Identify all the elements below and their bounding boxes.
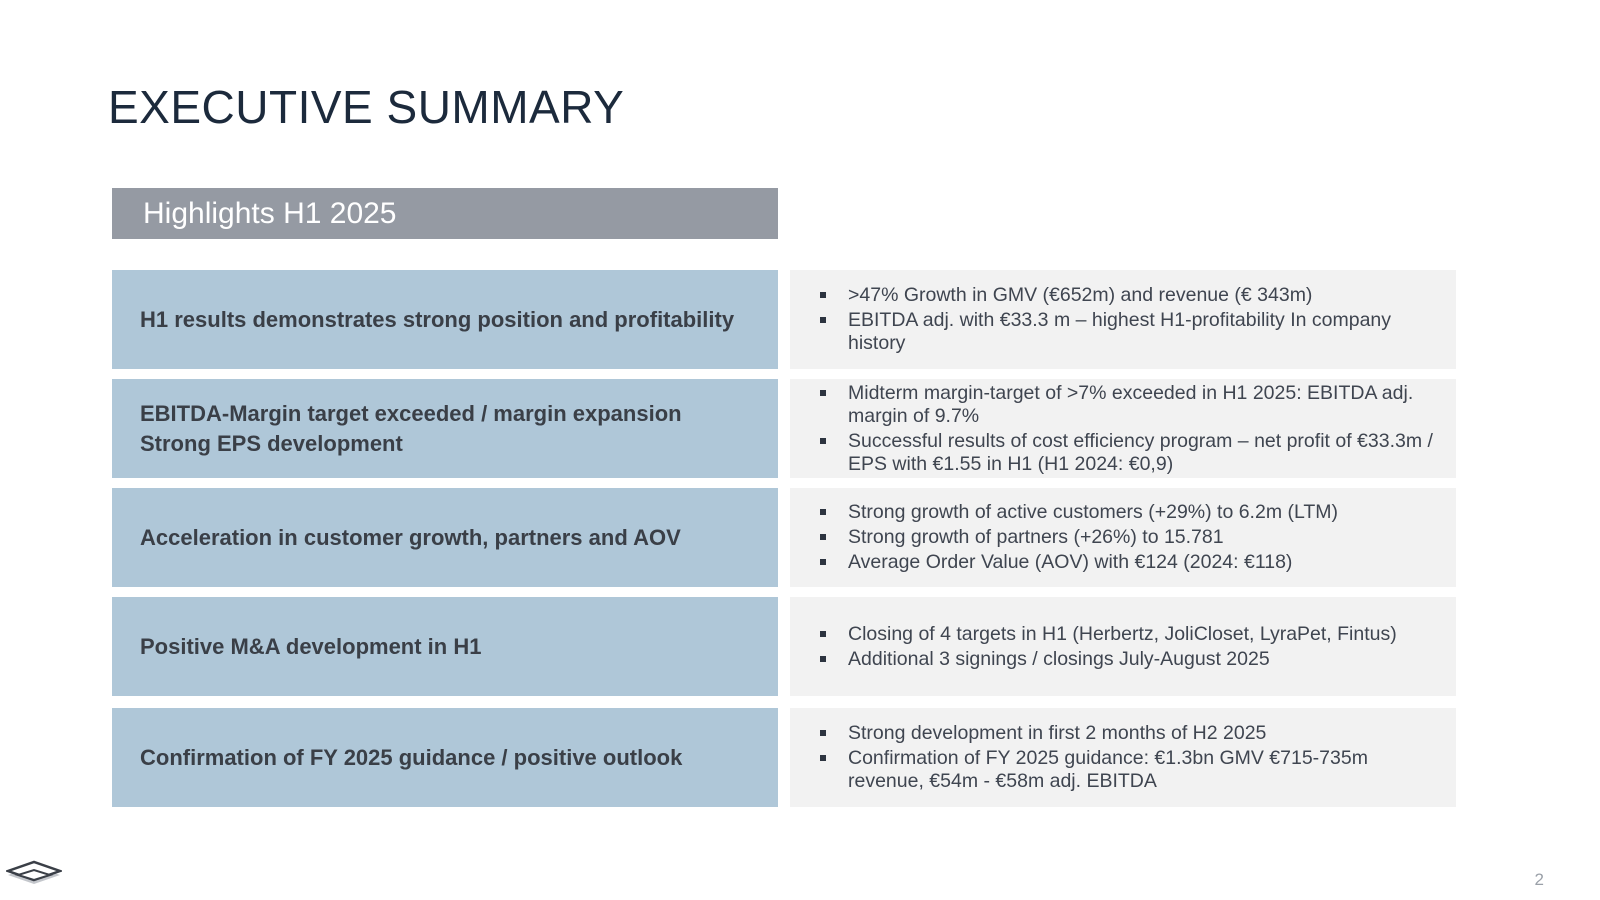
row-detail-outlook <box>790 708 1456 807</box>
bullet-icon <box>820 755 826 761</box>
section-header: Highlights H1 2025 <box>112 188 778 239</box>
row-label-outlook <box>112 708 778 807</box>
row-detail-mna <box>790 597 1456 696</box>
bullet-list <box>820 282 1446 357</box>
bullet-text: Closing of 4 targets in H1 (Herbertz, JoliCloset, LyraPet, Fintus) <box>848 622 1397 645</box>
bullet-list <box>820 621 1446 673</box>
page-title: EXECUTIVE SUMMARY <box>108 81 625 133</box>
bullet-icon <box>820 390 826 396</box>
list-item <box>820 430 1446 476</box>
bullet-text: Successful results of cost efficiency program – net profit of €33.3m / EPS with €1.55 in H1 (H1 2024: €0,9) <box>848 429 1433 475</box>
bullet-text: Strong growth of partners (+26%) to 15.781 <box>848 526 1224 548</box>
bullet-text: Additional 3 signings / closings July-August 2025 <box>848 647 1270 670</box>
bullet-text: Confirmation of FY 2025 guidance: €1.3bn GMV €715-735m revenue, €54m - €58m adj. EBITDA <box>848 747 1368 792</box>
row-label-line: Acceleration in customer growth, partners and AOV <box>140 524 681 550</box>
stacked-diamond-logo-icon <box>6 860 62 896</box>
bullet-icon <box>820 509 826 515</box>
list-item <box>820 623 1446 646</box>
list-item <box>820 284 1446 307</box>
bullet-icon <box>820 317 826 323</box>
row-label-margin <box>112 379 778 478</box>
bullet-text: EBITDA adj. with €33.3 m – highest H1-profitability In company history <box>848 309 1392 354</box>
bullet-list <box>820 380 1446 478</box>
row-label-line: Strong EPS development <box>140 430 403 456</box>
bullet-icon <box>820 631 826 637</box>
bullet-list <box>820 720 1446 795</box>
list-item <box>820 747 1446 793</box>
list-item <box>820 382 1446 428</box>
row-label-results <box>112 270 778 369</box>
bullet-icon <box>820 534 826 540</box>
bullet-icon <box>820 656 826 662</box>
bullet-list <box>820 499 1446 576</box>
row-label-customers <box>112 488 778 587</box>
row-detail-customers <box>790 488 1456 587</box>
list-item <box>820 309 1446 355</box>
row-label-line: Confirmation of FY 2025 guidance / positive outlook <box>140 744 683 770</box>
list-item <box>820 648 1446 671</box>
list-item <box>820 722 1446 745</box>
bullet-icon <box>820 292 826 298</box>
row-detail-results <box>790 270 1456 369</box>
bullet-icon <box>820 730 826 736</box>
bullet-text: Midterm margin-target of >7% exceeded in H1 2025: EBITDA adj. margin of 9.7% <box>848 381 1414 427</box>
bullet-icon <box>820 438 826 444</box>
row-label-line: Positive M&A development in H1 <box>140 633 482 659</box>
list-item <box>820 526 1446 549</box>
page-number: 2 <box>1534 870 1544 889</box>
row-label-line: EBITDA-Margin target exceeded / margin expansion <box>140 400 682 426</box>
row-label-mna <box>112 597 778 696</box>
list-item <box>820 501 1446 524</box>
bullet-text: Strong development in first 2 months of H2 2025 <box>848 722 1267 744</box>
bullet-text: >47% Growth in GMV (€652m) and revenue (€ 343m) <box>848 284 1313 306</box>
bullet-icon <box>820 559 826 565</box>
bullet-text: Average Order Value (AOV) with €124 (2024: €118) <box>848 551 1293 573</box>
row-detail-margin <box>790 379 1456 478</box>
row-label-line: H1 results demonstrates strong position and profitability <box>140 306 735 332</box>
bullet-text: Strong growth of active customers (+29%) to 6.2m (LTM) <box>848 501 1339 523</box>
list-item <box>820 551 1446 574</box>
